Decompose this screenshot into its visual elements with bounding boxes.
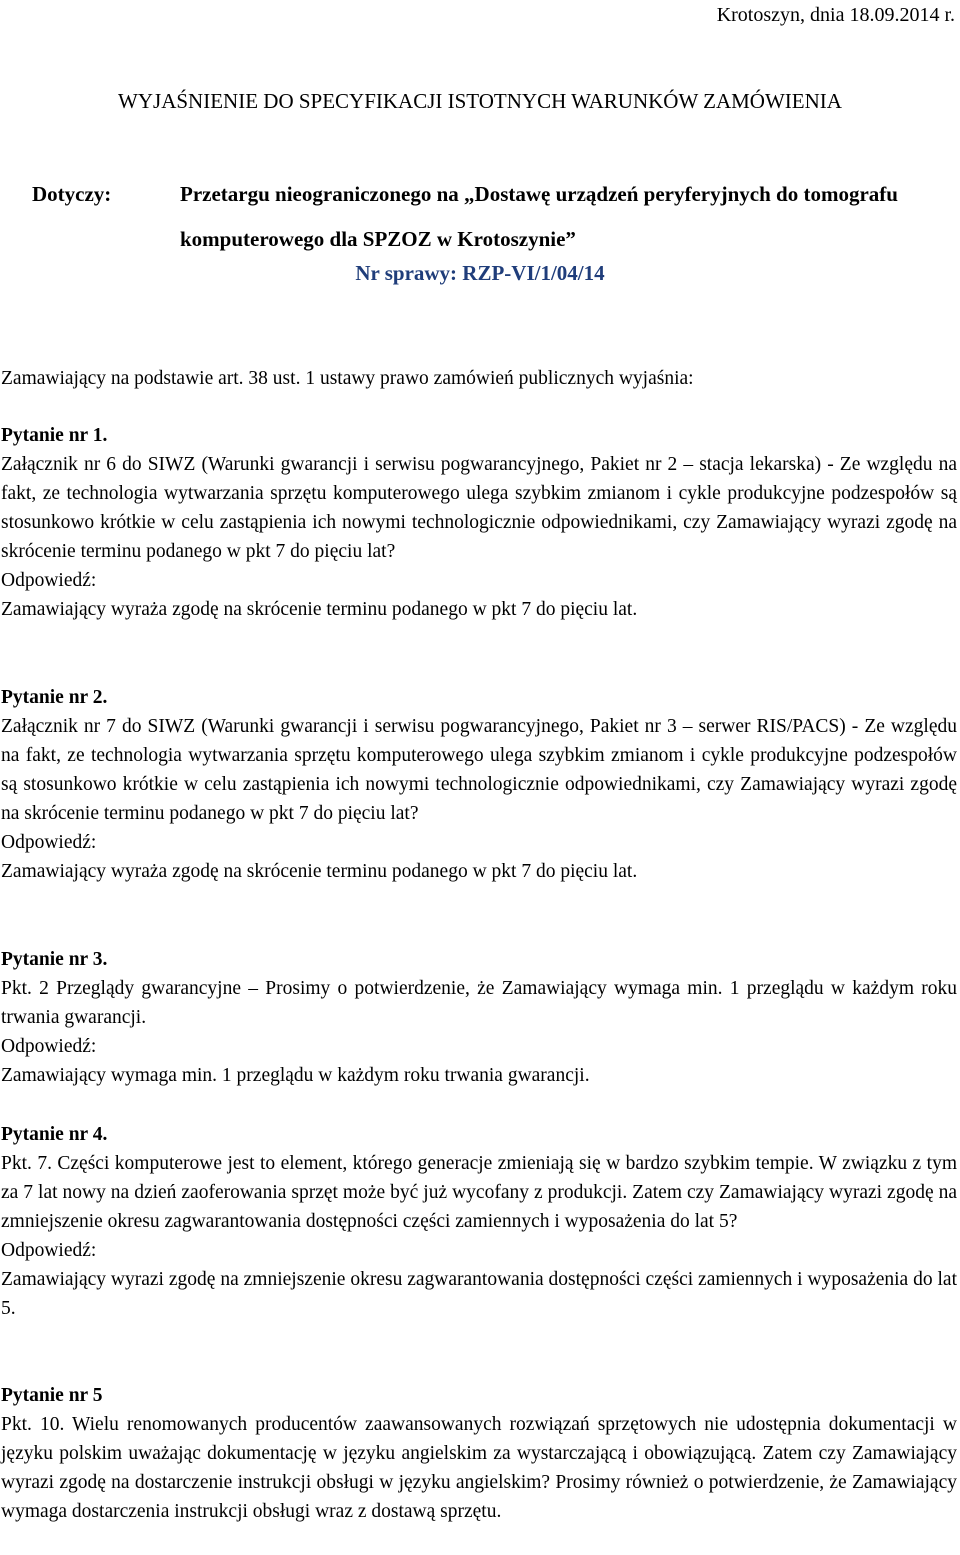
question-heading: Pytanie nr 5 bbox=[1, 1385, 103, 1406]
answer-label: Odpowiedź: bbox=[1, 570, 97, 591]
case-number: Nr sprawy: RZP-VI/1/04/14 bbox=[355, 261, 605, 285]
place-date: Krotoszyn, dnia 18.09.2014 r. bbox=[716, 4, 955, 26]
concerns-label: Dotyczy: bbox=[32, 182, 112, 206]
intro-paragraph: Zamawiający na podstawie art. 38 ust. 1 ustawy prawo zamówień publicznych wyjaśnia: bbox=[1, 368, 694, 389]
concerns-text: Przetargu nieograniczonego na „Dostawę urządzeń peryferyjnych do tomografu komputerowego dla SPZOZ w Krotoszynie” bbox=[180, 182, 898, 251]
question-block-1 bbox=[1, 421, 957, 624]
question-block-2 bbox=[1, 683, 957, 886]
answer-label: Odpowiedź: bbox=[1, 832, 97, 853]
answer-label: Odpowiedź: bbox=[1, 1240, 97, 1261]
question-block-4 bbox=[1, 1120, 957, 1323]
question-text: Pkt. 7. Części komputerowe jest to element, którego generacje zmieniają się w bardzo szybkim tempie. W związku z tym za 7 lat nowy na dzień zaoferowania sprzęt może być już wycofany z produkcji. Zatem czy Zamawiający wyrazi zgodę na zmniejszenie okresu zagwarantowania dostępności części zamiennych i wyposażenia do lat 5? bbox=[1, 1153, 957, 1232]
question-block-5 bbox=[1, 1381, 957, 1526]
question-heading: Pytanie nr 3. bbox=[1, 949, 108, 970]
question-text: Pkt. 10. Wielu renomowanych producentów zaawansowanych rozwiązań sprzętowych nie udostępnia dokumentacji w języku polskim uważając dokumentację w języku angielskim za wystarczającą i obowiązującą. Zatem czy Zamawiający wyrazi zgodę na dostarczenie instrukcji obsługi w języku angielskim? Prosimy również o potwierdzenie, że Zamawiający wymaga dostarczenia instrukcji obsługi wraz z dostawą sprzętu. bbox=[1, 1414, 957, 1522]
answer-text: Zamawiający wyraża zgodę na skrócenie terminu podanego w pkt 7 do pięciu lat. bbox=[1, 861, 638, 882]
answer-label: Odpowiedź: bbox=[1, 1036, 97, 1057]
answer-text: Zamawiający wyraża zgodę na skrócenie terminu podanego w pkt 7 do pięciu lat. bbox=[1, 599, 638, 620]
answer-text: Zamawiający wyrazi zgodę na zmniejszenie okresu zagwarantowania dostępności części zamiennych i wyposażenia do lat 5. bbox=[1, 1269, 957, 1319]
question-heading: Pytanie nr 4. bbox=[1, 1124, 108, 1145]
question-block-3 bbox=[1, 945, 957, 1090]
question-heading: Pytanie nr 1. bbox=[1, 425, 108, 446]
question-text: Załącznik nr 6 do SIWZ (Warunki gwarancji i serwisu pogwarancyjnego, Pakiet nr 2 – stacja lekarska) - Ze względu na fakt, ze technologia wytwarzania sprzętu komputerowego ulega szybkim zmianom i cykle produkcyjne podzespołów są stosunkowo krótkie w celu zastąpienia ich nowymi technologicznie odpowiednikami, czy Zamawiający wyrazi zgodę na skrócenie terminu podanego w pkt 7 do pięciu lat? bbox=[1, 454, 957, 562]
document-title: WYJAŚNIENIE DO SPECYFIKACJI ISTOTNYCH WARUNKÓW ZAMÓWIENIA bbox=[118, 89, 842, 113]
question-text: Załącznik nr 7 do SIWZ (Warunki gwarancji i serwisu pogwarancyjnego, Pakiet nr 3 – serwer RIS/PACS) - Ze względu na fakt, ze technologia wytwarzania sprzętu komputerowego ulega szybkim zmianom i cykle produkcyjne podzespołów są stosunkowo krótkie w celu zastąpienia ich nowymi technologicznie odpowiednikami, czy Zamawiający wyrazi zgodę na skrócenie terminu podanego w pkt 7 do pięciu lat? bbox=[1, 716, 957, 824]
answer-text: Zamawiający wymaga min. 1 przeglądu w każdym roku trwania gwarancji. bbox=[1, 1065, 590, 1086]
question-text: Pkt. 2 Przeglądy gwarancyjne – Prosimy o potwierdzenie, że Zamawiający wymaga min. 1 przeglądu w każdym roku trwania gwarancji. bbox=[1, 978, 957, 1028]
question-heading: Pytanie nr 2. bbox=[1, 687, 108, 708]
